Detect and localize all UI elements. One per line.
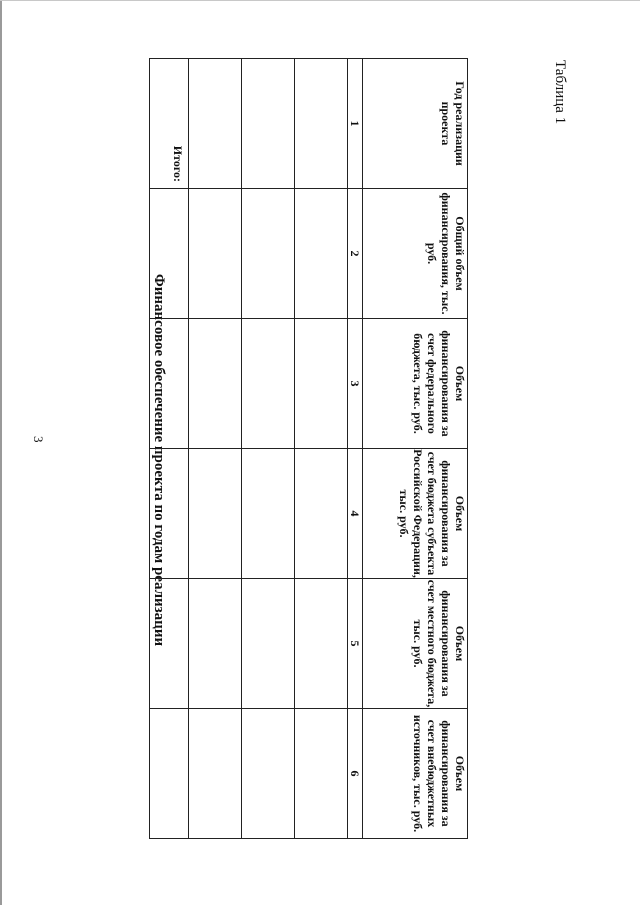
table-row	[242, 59, 295, 839]
table-cell	[295, 189, 348, 319]
header-cell-total: Общий объем финансирования, тыс. руб.	[363, 189, 468, 319]
table-cell	[150, 319, 189, 449]
table-cell	[242, 59, 295, 189]
table-cell	[295, 449, 348, 579]
column-number: 6	[348, 709, 363, 839]
header-cell-local: Объем финансирования за счет местного бюджета, тыс. руб.	[363, 579, 468, 709]
table-caption: Таблица 1	[552, 60, 568, 125]
total-row	[150, 59, 189, 839]
financing-table	[149, 58, 468, 839]
table-cell	[242, 189, 295, 319]
table-cell	[189, 579, 242, 709]
table-cell	[150, 449, 189, 579]
table-cell	[242, 319, 295, 449]
column-number: 2	[348, 189, 363, 319]
column-number: 4	[348, 449, 363, 579]
table-cell	[150, 579, 189, 709]
table-cell	[295, 709, 348, 839]
table-row	[189, 59, 242, 839]
table-cell	[242, 449, 295, 579]
table-cell	[189, 319, 242, 449]
table-cell	[189, 709, 242, 839]
page-number: 3	[31, 436, 46, 443]
table-cell	[150, 709, 189, 839]
document-title: Финансовое обеспечение проекта по годам реализации	[151, 273, 167, 647]
header-cell-year: Год реализации проекта	[363, 59, 468, 189]
total-label: Итого:	[150, 59, 189, 189]
table-cell	[242, 579, 295, 709]
table-cell	[295, 319, 348, 449]
table-cell	[242, 709, 295, 839]
header-cell-extrabudgetary: Объем финансирования за счет внебюджетных источников, тыс. руб.	[363, 709, 468, 839]
table-cell	[295, 579, 348, 709]
table-cell	[189, 449, 242, 579]
header-cell-regional: Объем финансирования за счет бюджета субъекта Российской Федерации, тыс. руб.	[363, 449, 468, 579]
table-row	[295, 59, 348, 839]
table-cell	[189, 189, 242, 319]
column-number-row	[348, 59, 363, 839]
header-row	[363, 59, 468, 839]
column-number: 3	[348, 319, 363, 449]
header-cell-federal: Объем финансирования за счет федерального бюджета, тыс. руб.	[363, 319, 468, 449]
column-number: 5	[348, 579, 363, 709]
column-number: 1	[348, 59, 363, 189]
table-cell	[150, 189, 189, 319]
table-cell	[295, 59, 348, 189]
table-cell	[189, 59, 242, 189]
